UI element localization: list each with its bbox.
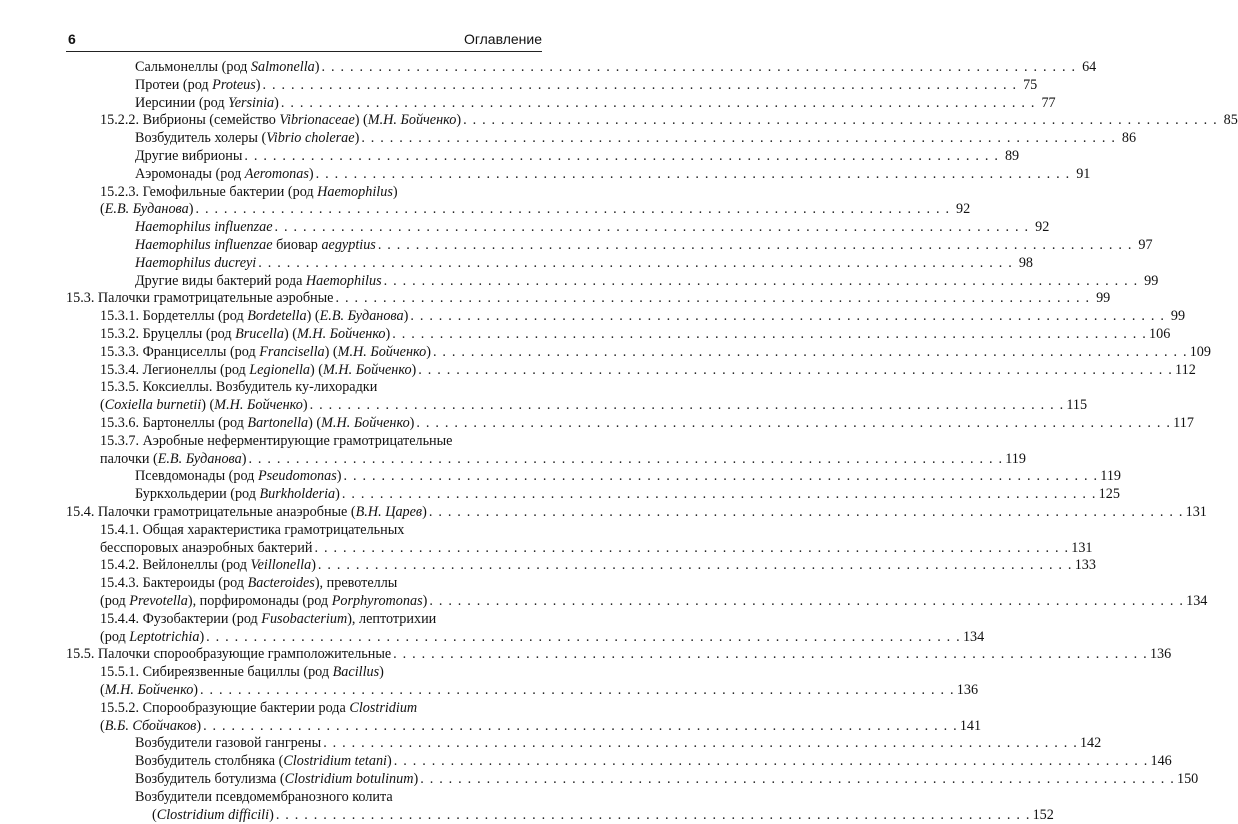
toc-leader-dots: . . . . . . . . . . . . . . . . . . . . . . . . . . . . . . . . . . . . . . . . . . . . . . . . . . . . . . . . . . . . . . . . . . . . . . . . . . . . . . . . bbox=[314, 539, 1070, 556]
toc-entry-text: ) bbox=[456, 112, 462, 129]
toc-page-number: 152 bbox=[1032, 806, 1054, 823]
toc-entry-text: ) ( bbox=[354, 112, 368, 129]
toc-entry-title bbox=[100, 184, 398, 202]
toc-entry-text: Иерсинии (род bbox=[135, 94, 229, 111]
toc-entry-italic-text: Proteus bbox=[212, 76, 256, 93]
toc-entry-text: Протеи (род bbox=[135, 76, 213, 93]
toc-entry-text: 15.4. Палочки грамотрицательные анаэробные ( bbox=[66, 504, 356, 520]
toc-entry-text: ) ( bbox=[324, 343, 338, 360]
toc-page-number: 146 bbox=[1150, 753, 1172, 770]
toc-page-number: 86 bbox=[1121, 130, 1137, 147]
toc-entry-title bbox=[100, 629, 204, 647]
toc-page-number: 136 bbox=[1149, 646, 1172, 663]
toc-entry-italic-text: Haemophilus influenzae bbox=[135, 219, 273, 236]
toc-entry-title bbox=[100, 611, 436, 629]
toc-entry-italic-text: Aeromonas bbox=[244, 165, 309, 182]
toc-page-number: 131 bbox=[1071, 539, 1093, 556]
toc-entry-text: палочки ( bbox=[100, 450, 158, 467]
toc-page-number: 134 bbox=[962, 628, 985, 645]
toc-page-number: 112 bbox=[1175, 361, 1196, 378]
toc-entry-italic-text: М.Н. Бойченко bbox=[337, 343, 427, 360]
toc-entry-title bbox=[100, 326, 390, 344]
toc-page-number: 150 bbox=[1176, 771, 1199, 787]
toc-page-number: 99 bbox=[1170, 308, 1186, 325]
toc-entry[interactable] bbox=[100, 522, 542, 540]
toc-leader-dots: . . . . . . . . . . . . . . . . . . . . . . . . . . . . . . . . . . . . . . . . . . . . . . . . . . . . . . . . . . . . . . . . . . . . . . . . . . . . . . . . bbox=[429, 593, 1185, 609]
toc-leader-dots: . . . . . . . . . . . . . . . . . . . . . . . . . . . . . . . . . . . . . . . . . . . . . . . . . . . . . . . . . . . . . . . . . . . . . . . . . . . . . . . . bbox=[361, 130, 1117, 147]
toc-entry-italic-text: Clostridium botulinum bbox=[284, 771, 414, 787]
toc-leader-dots: . . . . . . . . . . . . . . . . . . . . . . . . . . . . . . . . . . . . . . . . . . . . . . . . . . . . . . . . . . . . . . . . . . . . . . . . . . . . . . . . bbox=[377, 237, 1133, 253]
toc-entry-italic-text: В.Н. Царев bbox=[355, 504, 423, 520]
toc-entry[interactable] bbox=[152, 806, 1054, 824]
toc-entry-text: ), лептотрихии bbox=[347, 610, 437, 627]
toc-entry-text: ), превотеллы bbox=[314, 575, 398, 592]
toc-entry-text: ) bbox=[422, 504, 427, 520]
toc-leader-dots: . . . . . . . . . . . . . . . . . . . . . . . . . . . . . . . . . . . . . . . . . . . . . . . . . . . . . . . . . . . . . . . . . . . . . . . . . . . . . . . . bbox=[463, 112, 1218, 129]
toc-entry[interactable] bbox=[100, 557, 1096, 575]
toc-entry-italic-text: Bordetella bbox=[247, 308, 307, 325]
toc-leader-dots: . . . . . . . . . . . . . . . . . . . . . . . . . . . . . . . . . . . . . . . . . . . . . . . . . . . . . . . . . . . . . . . . . . . . . . . . . . . . . . . . bbox=[335, 290, 1091, 307]
toc-entry-text: 15.4.2. Вейлонеллы (род bbox=[100, 557, 251, 574]
toc-entry[interactable] bbox=[100, 682, 979, 700]
toc-entry[interactable] bbox=[135, 59, 1097, 77]
toc-page-number: 125 bbox=[1098, 486, 1120, 503]
toc-entry[interactable] bbox=[66, 290, 1111, 308]
toc-entry[interactable] bbox=[135, 272, 1159, 291]
toc-leader-dots: . . . . . . . . . . . . . . . . . . . . . . . . . . . . . . . . . . . . . . . . . . . . . . . . . . . . . . . . . . . . . . . . . . . . . . . . . . . . . . . . bbox=[321, 59, 1077, 75]
toc-entry[interactable] bbox=[100, 664, 542, 682]
toc-entry[interactable] bbox=[100, 201, 971, 219]
toc-entry-text: 15.5.2. Спорообразующие бактерии рода bbox=[100, 699, 350, 716]
toc-entry[interactable] bbox=[100, 593, 1208, 611]
toc-entry-title bbox=[135, 486, 340, 504]
toc-page-number: 91 bbox=[1076, 165, 1091, 182]
toc-entry-text: ) ( bbox=[308, 415, 322, 431]
toc-entry-italic-text: Legionella bbox=[249, 361, 310, 378]
toc-page-number: 89 bbox=[1004, 148, 1020, 164]
toc-page-number: 92 bbox=[956, 201, 971, 218]
toc-entry-italic-text: Haemophilus ducreyi bbox=[135, 254, 257, 271]
toc-entry-text: Другие вибрионы bbox=[135, 148, 243, 164]
toc-entry-text: 15.4.4. Фузобактерии (род bbox=[100, 610, 262, 627]
toc-page-number: 99 bbox=[1096, 290, 1111, 307]
toc-entry-text: 15.3.6. Бартонеллы (род bbox=[100, 415, 248, 431]
toc-entry-text: ) bbox=[255, 76, 261, 93]
toc-leader-dots: . . . . . . . . . . . . . . . . . . . . . . . . . . . . . . . . . . . . . . . . . . . . . . . . . . . . . . . . . . . . . . . . . . . . . . . . . . . . . . . . bbox=[275, 806, 1031, 823]
toc-entry[interactable] bbox=[100, 326, 1171, 344]
toc-entry-text: ) bbox=[354, 130, 360, 147]
toc-leader-dots: . . . . . . . . . . . . . . . . . . . . . . . . . . . . . . . . . . . . . . . . . . . . . . . . . . . . . . . . . . . . . . . . . . . . . . . . . . . . . . . . bbox=[393, 753, 1149, 770]
toc-entry-title bbox=[135, 735, 321, 753]
toc-entry[interactable] bbox=[100, 397, 1088, 415]
toc-entry[interactable] bbox=[66, 504, 1207, 522]
toc-entry-italic-text: М.Н. Бойченко bbox=[322, 361, 412, 378]
toc-entry-title bbox=[100, 540, 312, 558]
toc-entry-text: 15.3.4. Легионеллы (род bbox=[100, 361, 250, 378]
toc-entry-italic-text: Vibrio cholerae bbox=[266, 130, 355, 147]
running-header-title: Оглавление bbox=[463, 31, 542, 47]
toc-entry[interactable] bbox=[135, 254, 1033, 273]
toc-entry-title bbox=[66, 290, 333, 308]
toc-page-number: 117 bbox=[1173, 415, 1194, 431]
toc-entry-italic-text: Burkholderia bbox=[259, 486, 336, 503]
toc-entry[interactable] bbox=[135, 735, 1102, 753]
toc-entry-italic-text: Haemophilus bbox=[317, 183, 393, 200]
toc-leader-dots: . . . . . . . . . . . . . . . . . . . . . . . . . . . . . . . . . . . . . . . . . . . . . . . . . . . . . . . . . . . . . . . . . . . . . . . . . . . . . . . . bbox=[428, 504, 1184, 520]
toc-entry[interactable] bbox=[135, 130, 1137, 148]
toc-entry-text: ) bbox=[302, 397, 308, 414]
toc-entry-italic-text: В.Б. Сбойчаков bbox=[104, 717, 197, 734]
toc-entry-title bbox=[100, 397, 308, 415]
toc-entry-text: 15.3. Палочки грамотрицательные аэробные bbox=[66, 290, 334, 307]
toc-entry-text: ) bbox=[188, 201, 194, 218]
toc-page-number: 97 bbox=[1138, 237, 1153, 253]
toc-entry-text: ) bbox=[196, 717, 202, 734]
toc-entry-italic-text: Fusobacterium bbox=[261, 610, 348, 627]
toc-entry-text: Возбудитель холеры ( bbox=[135, 130, 267, 147]
toc-entry-italic-text: Porphyromonas bbox=[331, 593, 423, 609]
toc-entry-text: биовар bbox=[272, 237, 322, 253]
toc-entry-text: ( bbox=[100, 397, 105, 414]
toc-entry-title bbox=[135, 771, 418, 789]
toc-entry[interactable] bbox=[100, 379, 542, 397]
toc-entry-italic-text: Haemophilus influenzae bbox=[135, 237, 273, 253]
toc-entry-title bbox=[100, 201, 193, 219]
toc-entry-title bbox=[135, 130, 359, 148]
toc-entry-text: 15.3.7. Аэробные неферментирующие грамотрицательные bbox=[100, 432, 453, 449]
toc-page-number: 119 bbox=[1100, 468, 1122, 485]
toc-entry-text: ) bbox=[199, 628, 205, 645]
toc-entry-text: 15.2.3. Гемофильные бактерии (род bbox=[100, 183, 318, 200]
toc-entry-text: 15.3.1. Бордетеллы (род bbox=[100, 308, 248, 325]
toc-entry[interactable] bbox=[100, 717, 982, 736]
toc-entry-italic-text: Leptotrichia bbox=[129, 628, 200, 645]
toc-leader-dots: . . . . . . . . . . . . . . . . . . . . . . . . . . . . . . . . . . . . . . . . . . . . . . . . . . . . . . . . . . . . . . . . . . . . . . . . . . . . . . . . bbox=[420, 771, 1175, 787]
toc-entry-title bbox=[135, 237, 376, 255]
toc-entry-text: ) bbox=[311, 557, 316, 574]
toc-entry-title bbox=[135, 753, 392, 771]
toc-entry[interactable] bbox=[135, 76, 1038, 95]
toc-page-number: 92 bbox=[1035, 219, 1050, 236]
toc-entry[interactable] bbox=[135, 94, 1056, 113]
toc-entry-italic-text: Clostridium difficili bbox=[156, 806, 270, 823]
toc-entry-italic-text: Haemophilus bbox=[305, 272, 382, 289]
toc-entry-italic-text: Clostridium bbox=[349, 699, 418, 716]
toc-entry-italic-text: М.Н. Бойченко bbox=[367, 112, 457, 129]
toc-entry-text: ) bbox=[379, 664, 384, 681]
toc-entry-title bbox=[135, 166, 314, 184]
toc-leader-dots: . . . . . . . . . . . . . . . . . . . . . . . . . . . . . . . . . . . . . . . . . . . . . . . . . . . . . . . . . . . . . . . . . . . . . . . . . . . . . . . . bbox=[343, 468, 1099, 485]
toc-entry-text: Псевдомонады (род bbox=[135, 468, 258, 485]
toc-leader-dots: . . . . . . . . . . . . . . . . . . . . . . . . . . . . . . . . . . . . . . . . . . . . . . . . . . . . . . . . . . . . . . . . . . . . . . . . . . . . . . . . bbox=[248, 450, 1004, 467]
toc-entry-text: ) bbox=[274, 94, 279, 111]
toc-leader-dots: . . . . . . . . . . . . . . . . . . . . . . . . . . . . . . . . . . . . . . . . . . . . . . . . . . . . . . . . . . . . . . . . . . . . . . . . . . . . . . . . bbox=[195, 201, 951, 218]
toc-entry-title bbox=[135, 273, 382, 291]
toc-page-number: 115 bbox=[1066, 397, 1088, 414]
toc-entry-title bbox=[135, 255, 256, 273]
toc-leader-dots: . . . . . . . . . . . . . . . . . . . . . . . . . . . . . . . . . . . . . . . . . . . . . . . . . . . . . . . . . . . . . . . . . . . . . . . . . . . . . . . . bbox=[393, 646, 1148, 663]
toc-entry-text: ) ( bbox=[309, 361, 323, 378]
toc-leader-dots: . . . . . . . . . . . . . . . . . . . . . . . . . . . . . . . . . . . . . . . . . . . . . . . . . . . . . . . . . . . . . . . . . . . . . . . . . . . . . . . . bbox=[274, 219, 1030, 236]
toc-entry-text: ( bbox=[152, 806, 157, 823]
page-number: 6 bbox=[68, 31, 76, 47]
toc-entry-italic-text: М.Н. Бойченко bbox=[296, 326, 386, 342]
toc-entry-text: ) ( bbox=[201, 397, 215, 414]
toc-entry-title bbox=[100, 682, 198, 700]
toc-leader-dots: . . . . . . . . . . . . . . . . . . . . . . . . . . . . . . . . . . . . . . . . . . . . . . . . . . . . . . . . . . . . . . . . . . . . . . . . . . . . . . . . bbox=[418, 361, 1174, 378]
toc-entry-title bbox=[100, 593, 427, 611]
toc-entry[interactable] bbox=[100, 611, 542, 629]
toc-entry-italic-text: Brucella bbox=[235, 326, 284, 342]
toc-entry[interactable] bbox=[135, 237, 1153, 255]
toc-entry-title bbox=[100, 433, 452, 451]
toc-leader-dots: . . . . . . . . . . . . . . . . . . . . . . . . . . . . . . . . . . . . . . . . . . . . . . . . . . . . . . . . . . . . . . . . . . . . . . . . . . . . . . . . bbox=[432, 343, 1188, 360]
toc-entry-text: ) bbox=[241, 450, 247, 467]
toc-leader-dots: . . . . . . . . . . . . . . . . . . . . . . . . . . . . . . . . . . . . . . . . . . . . . . . . . . . . . . . . . . . . . . . . . . . . . . . . . . . . . . . . bbox=[410, 308, 1166, 325]
toc-leader-dots: . . . . . . . . . . . . . . . . . . . . . . . . . . . . . . . . . . . . . . . . . . . . . . . . . . . . . . . . . . . . . . . . . . . . . . . . . . . . . . . . bbox=[383, 272, 1139, 289]
toc-page-number: 64 bbox=[1082, 59, 1097, 75]
toc-entry-text: 15.3.5. Коксиеллы. Возбудитель ку-лихорадки bbox=[100, 379, 378, 396]
toc-entry-text: 15.4.1. Общая характеристика грамотрицательных bbox=[100, 521, 405, 538]
toc-entry-text: ( bbox=[100, 682, 105, 698]
toc-page-number: 98 bbox=[1018, 254, 1033, 271]
toc-entry-text: ( bbox=[100, 201, 105, 218]
toc-entry-title bbox=[100, 379, 377, 397]
toc-entry-text: ) ( bbox=[283, 326, 297, 342]
toc-leader-dots: . . . . . . . . . . . . . . . . . . . . . . . . . . . . . . . . . . . . . . . . . . . . . . . . . . . . . . . . . . . . . . . . . . . . . . . . . . . . . . . . bbox=[203, 717, 958, 734]
toc-leader-dots: . . . . . . . . . . . . . . . . . . . . . . . . . . . . . . . . . . . . . . . . . . . . . . . . . . . . . . . . . . . . . . . . . . . . . . . . . . . . . . . . bbox=[262, 76, 1018, 93]
toc-entry-italic-text: Vibrionaceae bbox=[279, 112, 355, 129]
toc-leader-dots: . . . . . . . . . . . . . . . . . . . . . . . . . . . . . . . . . . . . . . . . . . . . . . . . . . . . . . . . . . . . . . . . . . . . . . . . . . . . . . . . bbox=[200, 682, 955, 698]
toc-entry-title bbox=[66, 646, 391, 664]
toc-entry-text: 15.2.2. Вибрионы (семейство bbox=[100, 112, 280, 129]
toc-entry-title bbox=[100, 344, 431, 362]
toc-entry-text: Возбудители псевдомембранозного колита bbox=[135, 788, 393, 805]
toc-entry-text: ) bbox=[385, 326, 391, 342]
toc-entry-title bbox=[135, 95, 279, 113]
toc-page-number: 133 bbox=[1074, 557, 1096, 574]
toc-entry-title bbox=[100, 700, 417, 718]
toc-entry[interactable] bbox=[135, 148, 1020, 166]
toc-entry-text: ) bbox=[193, 682, 199, 698]
toc-entry[interactable] bbox=[100, 433, 542, 451]
toc-entry-text: ) bbox=[411, 361, 417, 378]
toc-entry-text: 15.5. Палочки спорообразующие грамположительные bbox=[66, 646, 392, 663]
toc-entry-text: Возбудитель столбняка ( bbox=[135, 753, 284, 770]
toc-entry-title bbox=[100, 575, 397, 593]
toc-entry-title bbox=[100, 718, 201, 736]
toc-entry-text: ) ( bbox=[306, 308, 320, 325]
toc-entry[interactable] bbox=[135, 219, 1050, 237]
toc-entry-title bbox=[100, 664, 384, 682]
toc-entry-title bbox=[100, 362, 416, 380]
toc-entry-italic-text: Yersinia bbox=[228, 94, 275, 111]
toc-entry-text: Возбудители газовой гангрены bbox=[135, 735, 322, 752]
toc-entry[interactable] bbox=[100, 343, 1211, 362]
toc-leader-dots: . . . . . . . . . . . . . . . . . . . . . . . . . . . . . . . . . . . . . . . . . . . . . . . . . . . . . . . . . . . . . . . . . . . . . . . . . . . . . . . . bbox=[309, 397, 1065, 414]
toc-entry[interactable] bbox=[135, 771, 1199, 789]
toc-entry-text: ), порфиромонады (род bbox=[187, 593, 332, 609]
toc-entry-text: ( bbox=[100, 717, 105, 734]
toc-entry-text: ) bbox=[392, 183, 398, 200]
toc-entry-text: ) bbox=[314, 59, 320, 75]
toc-leader-dots: . . . . . . . . . . . . . . . . . . . . . . . . . . . . . . . . . . . . . . . . . . . . . . . . . . . . . . . . . . . . . . . . . . . . . . . . . . . . . . . . bbox=[244, 148, 1000, 164]
toc-entry[interactable] bbox=[135, 753, 1172, 771]
toc-page-number: 85 bbox=[1223, 112, 1238, 129]
toc-entry-title bbox=[135, 468, 342, 486]
toc-entry-text: ) bbox=[386, 753, 392, 770]
toc-entry-text: ) bbox=[269, 806, 274, 823]
toc-entry-title bbox=[100, 522, 404, 540]
toc-leader-dots: . . . . . . . . . . . . . . . . . . . . . . . . . . . . . . . . . . . . . . . . . . . . . . . . . . . . . . . . . . . . . . . . . . . . . . . . . . . . . . . . bbox=[317, 557, 1073, 574]
header-rule bbox=[66, 51, 542, 52]
toc-entry-text: Буркхольдерии (род bbox=[135, 486, 260, 503]
toc-entry[interactable] bbox=[100, 184, 542, 202]
toc-entry-text: Другие виды бактерий рода bbox=[135, 272, 306, 289]
toc-entry-italic-text: Francisella bbox=[259, 343, 325, 360]
toc-entry-title bbox=[100, 451, 246, 469]
toc-entry-text: ) bbox=[403, 308, 409, 325]
toc-leader-dots: . . . . . . . . . . . . . . . . . . . . . . . . . . . . . . . . . . . . . . . . . . . . . . . . . . . . . . . . . . . . . . . . . . . . . . . . . . . . . . . . bbox=[392, 326, 1148, 342]
toc-entry-text: ) bbox=[426, 343, 431, 360]
toc-entry-title bbox=[100, 308, 408, 326]
toc-leader-dots: . . . . . . . . . . . . . . . . . . . . . . . . . . . . . . . . . . . . . . . . . . . . . . . . . . . . . . . . . . . . . . . . . . . . . . . . . . . . . . . . bbox=[280, 94, 1036, 111]
toc-entry[interactable] bbox=[100, 415, 1194, 433]
toc-entry[interactable] bbox=[100, 575, 542, 593]
toc-leader-dots: . . . . . . . . . . . . . . . . . . . . . . . . . . . . . . . . . . . . . . . . . . . . . . . . . . . . . . . . . . . . . . . . . . . . . . . . . . . . . . . . bbox=[258, 254, 1013, 271]
toc-entry-title bbox=[135, 789, 393, 807]
toc-entry[interactable] bbox=[100, 628, 985, 647]
toc-entry-italic-text: Bacillus bbox=[332, 664, 380, 681]
toc-page-number: 75 bbox=[1023, 76, 1038, 93]
toc-page-number: 131 bbox=[1185, 504, 1207, 520]
toc-page-number: 109 bbox=[1189, 343, 1211, 360]
toc-entry[interactable] bbox=[135, 165, 1091, 184]
toc-entry-text: Возбудитель ботулизма ( bbox=[135, 771, 285, 787]
toc-entry-italic-text: Е.В. Буданова bbox=[319, 308, 404, 325]
toc-entry-italic-text: Coxiella burnetii bbox=[104, 397, 202, 414]
toc-entry-italic-text: Veillonella bbox=[250, 557, 312, 574]
toc-entry-title bbox=[100, 557, 316, 575]
toc-entry-italic-text: М.Н. Бойченко bbox=[321, 415, 410, 431]
toc-entry[interactable] bbox=[100, 450, 1026, 469]
toc-entry[interactable] bbox=[66, 646, 1172, 664]
toc-entry[interactable] bbox=[100, 361, 1196, 380]
toc-page-number: 99 bbox=[1144, 272, 1159, 289]
toc-entry-italic-text: Clostridium tetani bbox=[283, 753, 387, 770]
toc-entry-italic-text: Bartonella bbox=[247, 415, 309, 431]
toc-entry-title bbox=[135, 59, 319, 77]
toc-entry-text: (род bbox=[100, 628, 130, 645]
toc-entry[interactable] bbox=[135, 486, 1120, 504]
toc-entry-title bbox=[135, 77, 261, 95]
toc-entry-text: 15.3.3. Франциселлы (род bbox=[100, 343, 260, 360]
toc-entry-italic-text: Salmonella bbox=[250, 59, 315, 75]
toc-entry[interactable] bbox=[100, 700, 542, 718]
toc-entry[interactable] bbox=[135, 468, 1122, 486]
toc-entry-text: 15.5.1. Сибиреязвенные бациллы (род bbox=[100, 664, 333, 681]
toc-entry-italic-text: Pseudomonas bbox=[257, 468, 337, 485]
toc-page-number: 141 bbox=[959, 717, 982, 734]
toc-entry-text: ) bbox=[409, 415, 415, 431]
toc-leader-dots: . . . . . . . . . . . . . . . . . . . . . . . . . . . . . . . . . . . . . . . . . . . . . . . . . . . . . . . . . . . . . . . . . . . . . . . . . . . . . . . . bbox=[341, 486, 1097, 503]
toc-page-number: 119 bbox=[1005, 450, 1026, 467]
toc-entry-text: 15.4.3. Бактероиды (род bbox=[100, 575, 248, 592]
toc-leader-dots: . . . . . . . . . . . . . . . . . . . . . . . . . . . . . . . . . . . . . . . . . . . . . . . . . . . . . . . . . . . . . . . . . . . . . . . . . . . . . . . . bbox=[315, 165, 1071, 182]
toc-entry-italic-text: Bacteroides bbox=[247, 575, 315, 592]
toc-entry[interactable] bbox=[100, 112, 1238, 130]
toc-entry-title bbox=[135, 148, 242, 166]
toc-entry-text: ) bbox=[413, 771, 419, 787]
toc-entry-text: бесспоровых анаэробных бактерий bbox=[100, 539, 313, 556]
toc-entry-title bbox=[100, 112, 461, 130]
toc-entry-text: ) bbox=[335, 486, 340, 503]
toc-entry-title bbox=[66, 504, 427, 522]
toc-entry[interactable] bbox=[135, 789, 542, 807]
toc-entry-text: (род bbox=[100, 593, 130, 609]
toc-entry-title bbox=[152, 807, 274, 824]
toc-leader-dots: . . . . . . . . . . . . . . . . . . . . . . . . . . . . . . . . . . . . . . . . . . . . . . . . . . . . . . . . . . . . . . . . . . . . . . . . . . . . . . . . bbox=[416, 415, 1172, 431]
toc-entry-text: 15.3.2. Бруцеллы (род bbox=[100, 326, 236, 342]
toc-page-number: 142 bbox=[1079, 735, 1102, 752]
toc-entry-text: ) bbox=[422, 593, 428, 609]
toc-entry-italic-text: Prevotella bbox=[129, 593, 188, 609]
toc-entry-text: Сальмонеллы (род bbox=[135, 59, 251, 75]
toc-page-number: 134 bbox=[1186, 593, 1208, 609]
toc-entry-title bbox=[100, 415, 414, 433]
toc-entry-italic-text: М.Н. Бойченко bbox=[214, 397, 303, 414]
toc-entry-title bbox=[135, 219, 273, 237]
toc-entry[interactable] bbox=[100, 539, 1093, 558]
toc-page-number: 106 bbox=[1149, 326, 1171, 342]
toc-leader-dots: . . . . . . . . . . . . . . . . . . . . . . . . . . . . . . . . . . . . . . . . . . . . . . . . . . . . . . . . . . . . . . . . . . . . . . . . . . . . . . . . bbox=[323, 735, 1078, 752]
toc-entry-italic-text: Е.В. Буданова bbox=[157, 450, 242, 467]
toc-page-number: 136 bbox=[956, 682, 979, 698]
toc-entry-italic-text: Е.В. Буданова bbox=[104, 201, 189, 218]
toc-entry[interactable] bbox=[100, 308, 1186, 326]
toc-entry-text: ) bbox=[308, 165, 314, 182]
toc-entry-text: ) bbox=[336, 468, 342, 485]
toc-entry-text: Аэромонады (род bbox=[135, 165, 245, 182]
toc-entry-italic-text: М.Н. Бойченко bbox=[104, 682, 194, 698]
toc-page-number: 77 bbox=[1041, 94, 1056, 111]
toc-entry-italic-text: aegyptius bbox=[321, 237, 376, 253]
toc-leader-dots: . . . . . . . . . . . . . . . . . . . . . . . . . . . . . . . . . . . . . . . . . . . . . . . . . . . . . . . . . . . . . . . . . . . . . . . . . . . . . . . . bbox=[206, 628, 961, 645]
